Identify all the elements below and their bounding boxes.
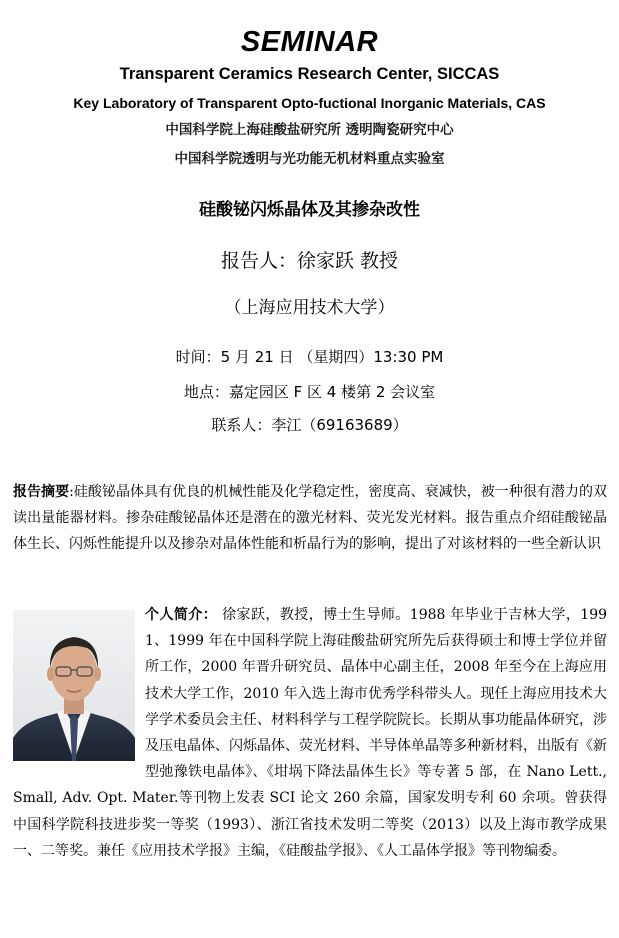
org-name-en-1: Transparent Ceramics Research Center, SICCAS [119,65,500,83]
abstract-text: :硅酸铋晶体具有优良的机械性能及化学稳定性，密度高、衰减快，被一种很有潜力的双读出量能器材料。掺杂硅酸铋晶体还是潜在的激光材料、荧光发光材料。报告重点介绍硅酸铋晶体生长、闪烁性能提升以及掺杂对晶体性能和析晶行为的影响，提出了对该材料的一些全新认识 [13,484,607,552]
bio-label: 个人简介： [145,607,218,623]
bio-text: 徐家跃，教授，博士生导师。1988 年毕业于吉林大学，1991、1999 年在中国科学院上海硅酸盐研究所先后获得硕士和博士学位并留所工作，2000 年晋升研究员、晶体中心副主任，2008 年至今在上海应用技术大学工作，2010 年入选上海市优秀学科带头人。现任上海应用技术大学学术委员会主任、材料科学与工程学院院长。长期从事功能晶体研究，涉及压电晶体、闪烁晶体、荧光材料、半导体单晶等多种新材料，出版有《新型弛豫铁电晶体》、《坩埚下降法晶体生长》等专著 5 部，在 Nano Lett., Small, Adv. Opt. Mater.等刊物上发表 SCI 论文 260 余篇，国家发明专利 60 余项。曾获得中国科学院科技进步奖一等奖（1993）、浙江省技术发明二等奖（2013）以及上海市教学成果一、二等奖。兼任《应用技术学报》主编，《硅酸盐学报》、《人工晶体学报》等刊物编委。 [13,607,608,859]
talk-place: 地点：嘉定园区 F 区 4 楼第 2 会议室 [183,383,436,401]
abstract-label: 报告摘要 [13,484,70,500]
speaker-photo [13,610,135,761]
abstract-paragraph [13,479,607,557]
talk-contact: 联系人：李江（69163689） [211,416,408,434]
org-name-cn-2: 中国科学院透明与光功能无机材料重点实验室 [174,151,445,167]
speaker-portrait-image [13,610,135,761]
org-name-cn-1: 中国科学院上海硅酸盐研究所 透明陶瓷研究中心 [165,122,454,138]
speaker-affiliation: （上海应用技术大学） [224,298,395,318]
org-name-en-2: Key Laboratory of Transparent Opto-fuctional Inorganic Materials, CAS [73,95,546,111]
bio-section [13,602,607,864]
speaker-line: 报告人：徐家跃 教授 [220,250,399,272]
talk-title: 硅酸铋闪烁晶体及其掺杂改性 [199,200,420,220]
seminar-title: SEMINAR [240,26,379,58]
talk-time: 时间：5 月 21 日 （星期四）13:30 PM [175,348,444,366]
